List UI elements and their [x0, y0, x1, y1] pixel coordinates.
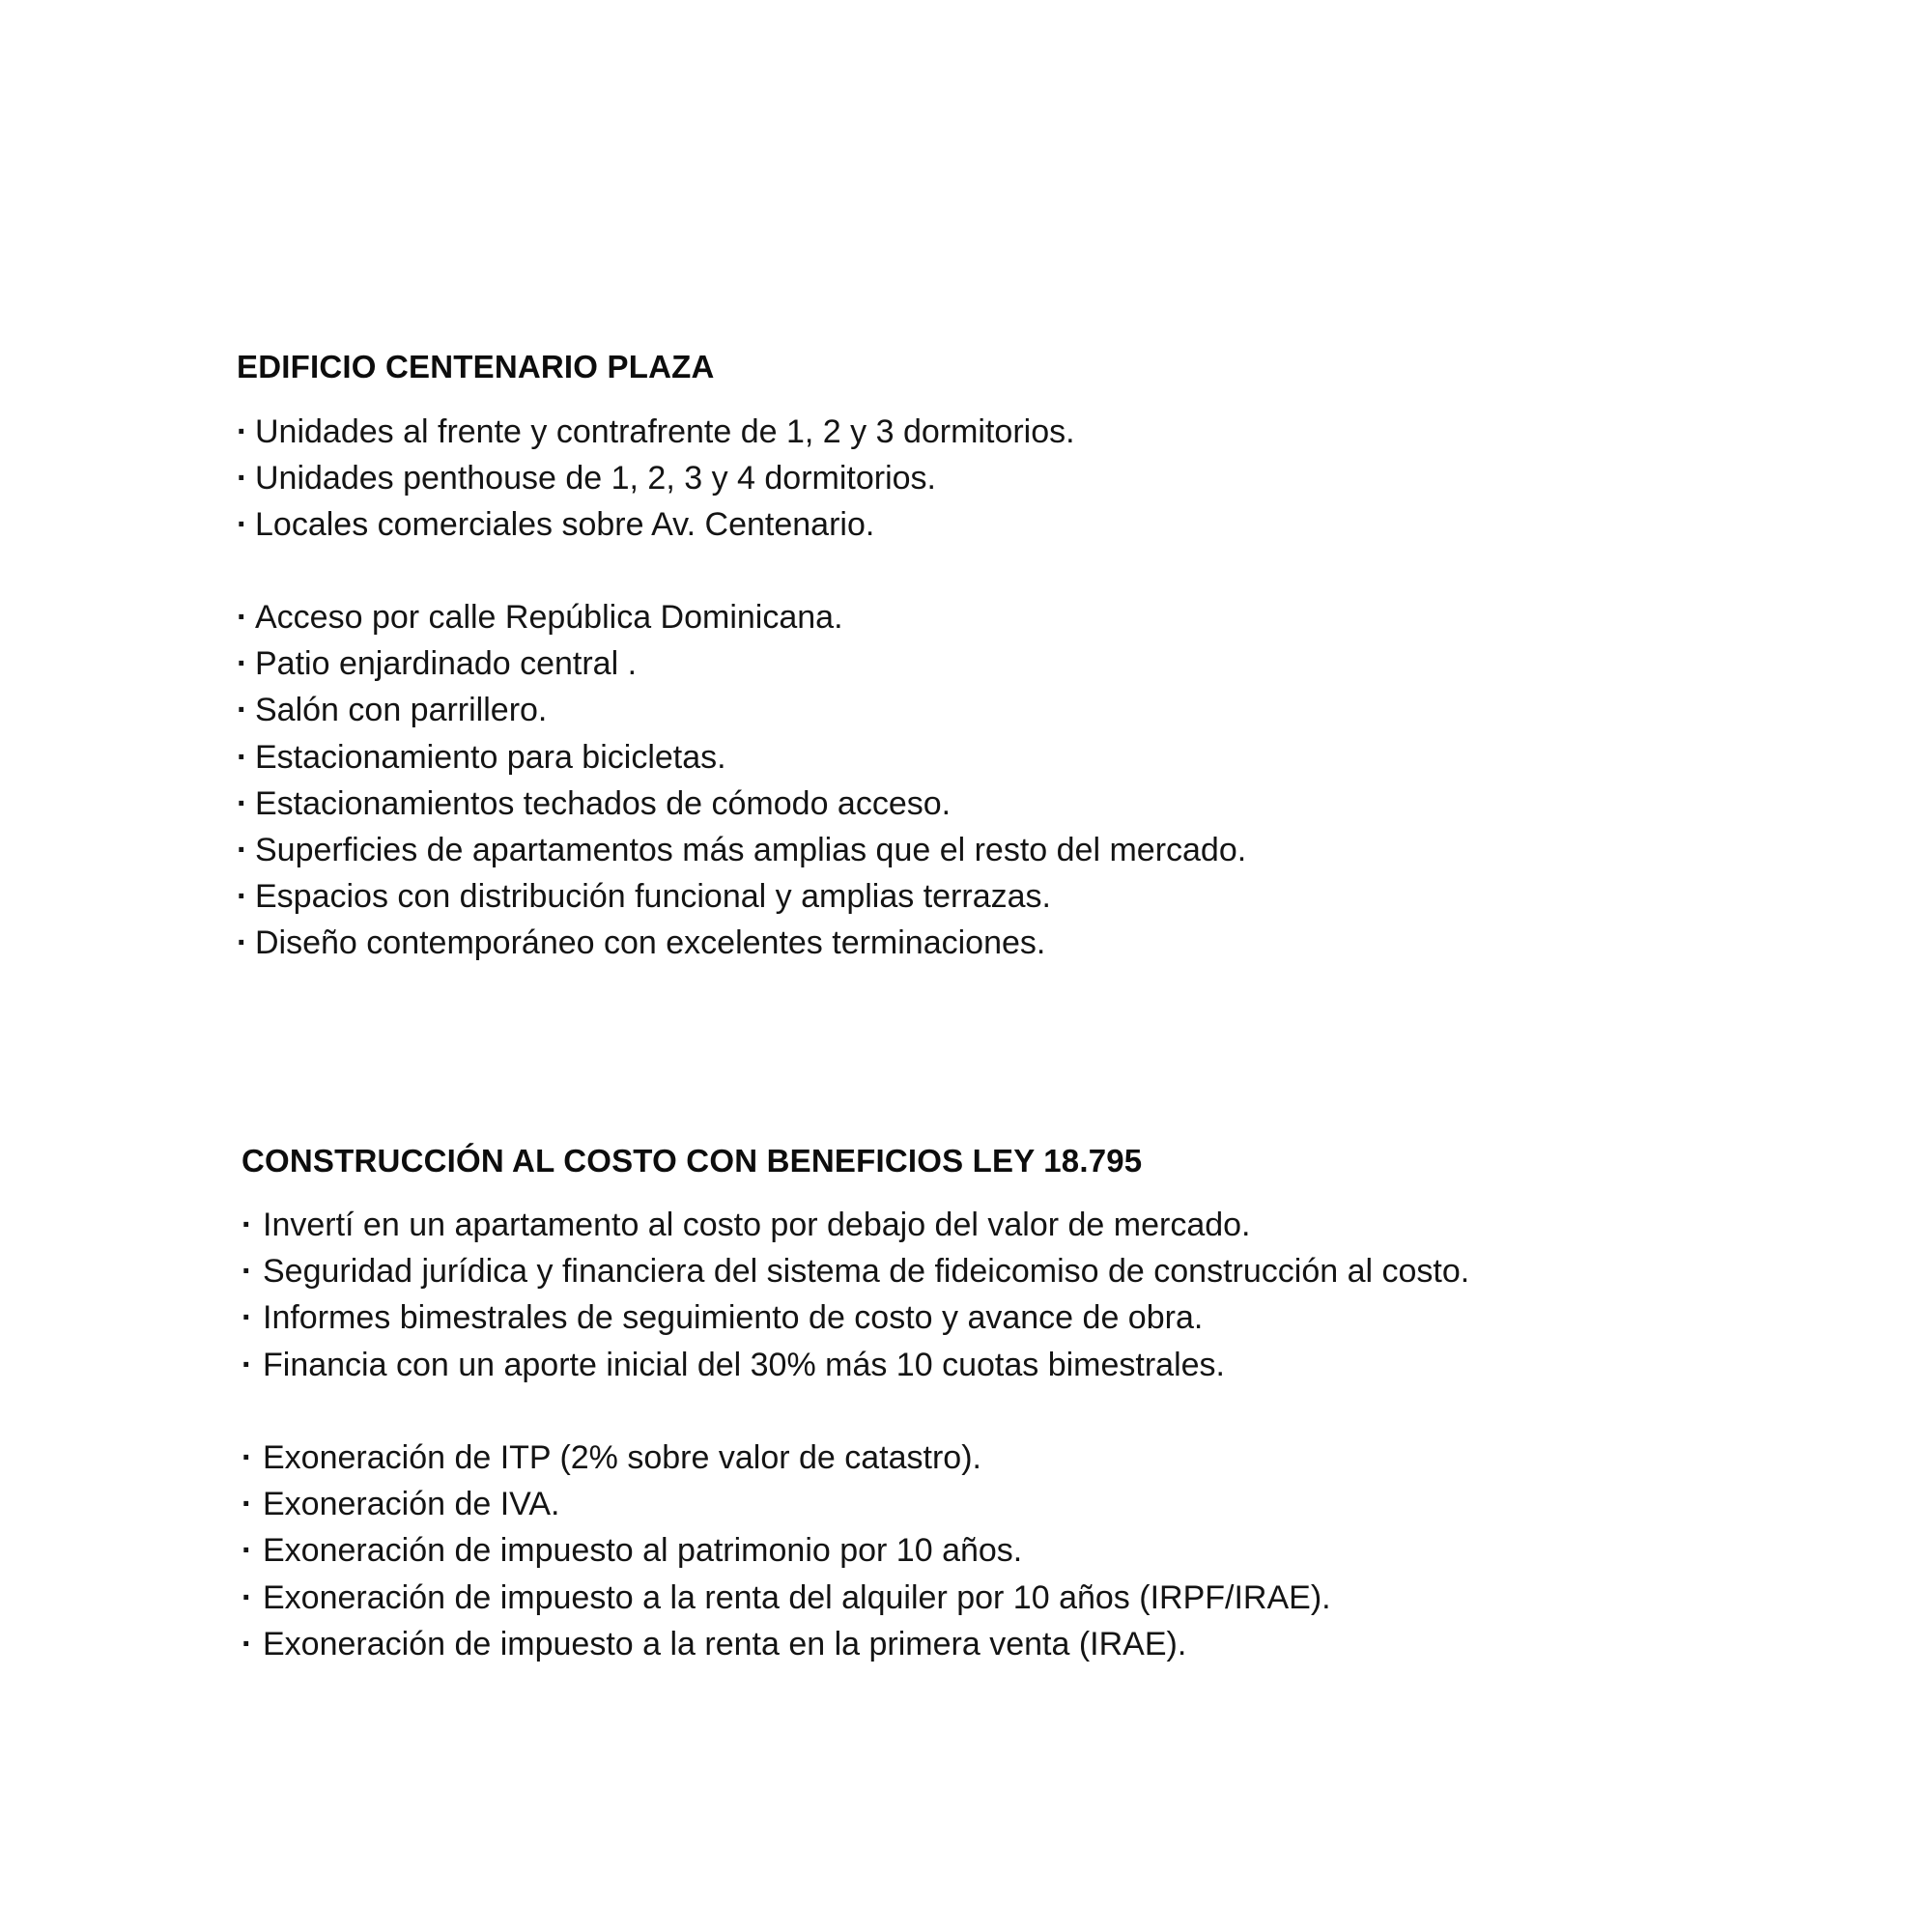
list-item-text: Superficies de apartamentos más amplias que el resto del mercado. [255, 831, 1247, 868]
list-item-text: Acceso por calle República Dominicana. [255, 599, 843, 636]
bullet-icon [242, 1294, 263, 1341]
bullet-icon [242, 1342, 263, 1388]
list-item-text: Unidades penthouse de 1, 2, 3 y 4 dormitorios. [255, 460, 936, 497]
list-item-text: Locales comerciales sobre Av. Centenario. [255, 506, 875, 544]
list-item-text: Seguridad jurídica y financiera del sistema de fideicomiso de construcción al costo. [263, 1253, 1470, 1291]
features-list-investment [242, 1202, 1469, 1388]
list-item [242, 1294, 1469, 1341]
bullet-icon [242, 1527, 263, 1574]
list-item-text: Estacionamientos techados de cómodo acceso. [255, 784, 952, 822]
list-item-text: Estacionamiento para bicicletas. [255, 738, 726, 776]
list-item [242, 1621, 1331, 1667]
list-item [237, 827, 1246, 873]
list-item-text: Invertí en un apartamento al costo por debajo del valor de mercado. [263, 1207, 1251, 1243]
bullet-icon [237, 873, 255, 920]
list-item [242, 1527, 1331, 1574]
list-item-text: Exoneración de IVA. [263, 1486, 560, 1523]
bullet-icon [242, 1621, 263, 1667]
list-item-text: Unidades al frente y contrafrente de 1, 2 y 3 dormitorios. [255, 413, 1075, 450]
list-item-text: Financia con un aporte inicial del 30% más 10 cuotas bimestrales. [263, 1346, 1225, 1383]
bullet-icon [237, 594, 255, 640]
list-item-text: Informes bimestrales de seguimiento de costo y avance de obra. [263, 1299, 1204, 1337]
list-item [237, 920, 1246, 966]
list-item [242, 1202, 1469, 1248]
bullet-icon [242, 1202, 263, 1248]
bullet-icon [237, 920, 255, 966]
list-item-text: Salón con parrillero. [255, 692, 548, 729]
list-item-text: Exoneración de impuesto a la renta del alquiler por 10 años (IRPF/IRAE). [263, 1578, 1331, 1616]
list-item-text: Espacios con distribución funcional y amplias terrazas. [255, 878, 1051, 916]
section-title: CONSTRUCCIÓN AL COSTO CON BENEFICIOS LEY 18.795 [242, 1143, 1143, 1179]
list-item-text: Exoneración de impuesto a la renta en la primera venta (IRAE). [263, 1625, 1187, 1662]
list-item [237, 640, 1246, 687]
features-list-units [237, 409, 1075, 549]
bullet-icon [237, 409, 255, 455]
bullet-icon [237, 781, 255, 827]
bullet-icon [242, 1481, 263, 1527]
bullet-icon [237, 455, 255, 501]
list-item [237, 594, 1246, 640]
list-item [237, 409, 1075, 455]
list-item [237, 781, 1246, 827]
bullet-icon [242, 1248, 263, 1294]
list-item [237, 501, 1075, 548]
list-item [237, 455, 1075, 501]
bullet-icon [237, 734, 255, 781]
list-item-text: Exoneración de ITP (2% sobre valor de catastro). [263, 1439, 981, 1476]
list-item [237, 734, 1246, 781]
list-item [242, 1575, 1331, 1621]
list-item-text: Exoneración de impuesto al patrimonio por 10 años. [263, 1532, 1023, 1570]
bullet-icon [237, 501, 255, 548]
list-item [242, 1481, 1331, 1527]
bullet-icon [242, 1575, 263, 1621]
section-title: EDIFICIO CENTENARIO PLAZA [237, 349, 715, 385]
list-item [242, 1342, 1469, 1388]
bullet-icon [237, 640, 255, 687]
bullet-icon [242, 1435, 263, 1481]
list-item-text: Diseño contemporáneo con excelentes terminaciones. [255, 924, 1046, 962]
list-item-text: Patio enjardinado central . [255, 645, 638, 683]
list-item [242, 1248, 1469, 1294]
features-list-tax-exemptions [242, 1435, 1331, 1667]
list-item [237, 873, 1246, 920]
list-item [242, 1435, 1331, 1481]
list-item [237, 687, 1246, 733]
bullet-icon [237, 687, 255, 733]
bullet-icon [237, 827, 255, 873]
features-list-amenities [237, 594, 1246, 967]
